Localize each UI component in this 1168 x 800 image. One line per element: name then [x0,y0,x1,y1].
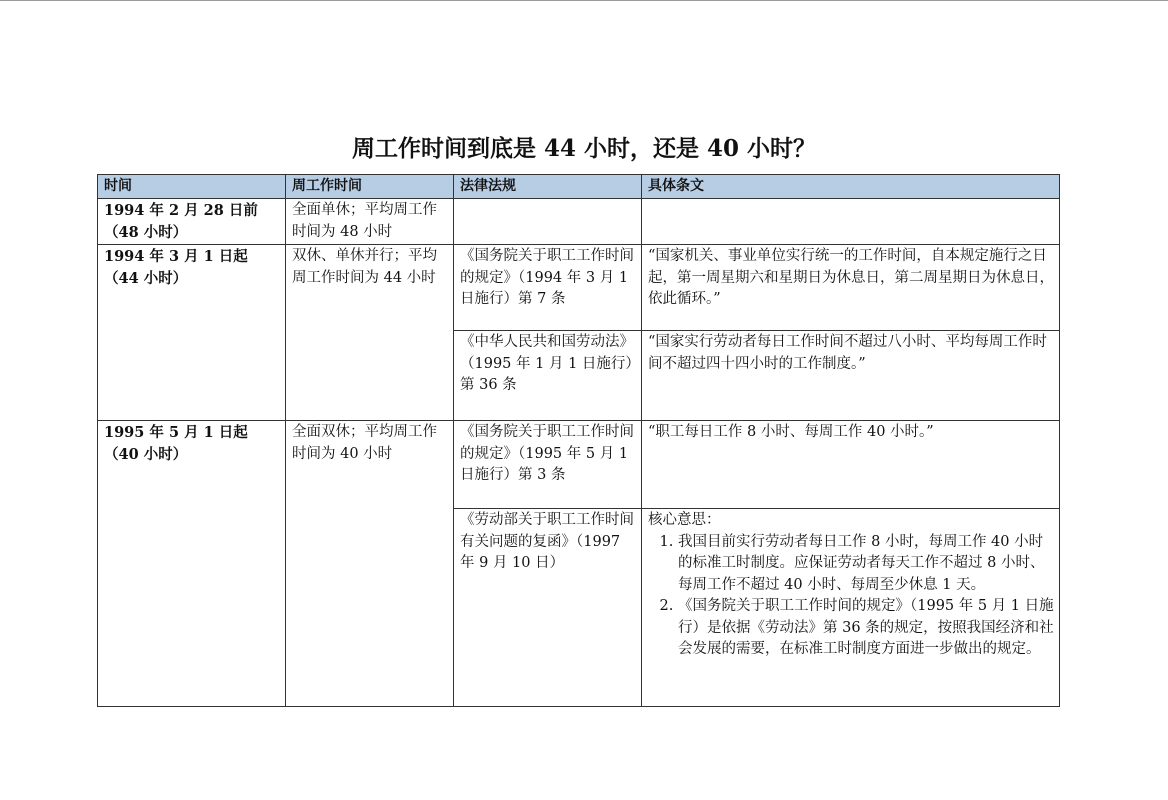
header-time: 时间 [98,175,286,199]
time-cell: 1994 年 3 月 1 日起 （44 小时） [98,245,286,421]
table-row [98,421,1060,509]
weekly-hours-cell: 全面单休；平均周工作时间为 48 小时 [286,199,454,245]
clause-cell: “职工每日工作 8 小时、每周工作 40 小时。” [642,421,1060,509]
table-header-row [98,175,1060,199]
page-title: 周工作时间到底是 44 小时，还是 40 小时？ [351,135,817,162]
law-cell: 《中华人民共和国劳动法》（1995 年 1 月 1 日施行）第 36 条 [454,331,642,421]
time-cell: 1995 年 5 月 1 日起 （40 小时） [98,421,286,707]
header-weekly-hours: 周工作时间 [286,175,454,199]
clause-cell: “国家机关、事业单位实行统一的工作时间，自本规定施行之日起，第一周星期六和星期日为休息日，第二周星期日为休息日，依此循环。” [642,245,1060,331]
clause-cell [642,199,1060,245]
law-cell [454,199,642,245]
law-cell: 《国务院关于职工工作时间的规定》（1994 年 3 月 1 日施行）第 7 条 [454,245,642,331]
time-cell: 1994 年 2 月 28 日前 （48 小时） [98,199,286,245]
table-row [98,199,1060,245]
list-item: 1. 我国目前实行劳动者每日工作 8 小时，每周工作 40 小时的标准工时制度。应保证劳动者每天工作不超过 8 小时、每周工作不超过 40 小时、每周至少休息 1 天。 [678,532,1054,597]
weekly-hours-cell: 全面双休；平均周工作时间为 40 小时 [286,421,454,707]
top-border-line [0,0,1168,1]
clause-points-list [648,532,1054,661]
header-law: 法律法规 [454,175,642,199]
header-clause: 具体条文 [642,175,1060,199]
clause-cell [642,509,1060,707]
clause-cell: “国家实行劳动者每日工作时间不超过八小时、平均每周工作时间不超过四十四小时的工作制度。” [642,331,1060,421]
list-item: 2. 《国务院关于职工工作时间的规定》（1995 年 5 月 1 日施行）是依据《劳动法》第 36 条的规定，按照我国经济和社会发展的需要，在标准工时制度方面进一步做出的规定。 [678,596,1054,661]
working-hours-table [97,174,1060,707]
law-cell: 《劳动部关于职工工作时间有关问题的复函》（1997 年 9 月 10 日） [454,509,642,707]
clause-intro: 核心意思： [648,512,721,528]
law-cell: 《国务院关于职工工作时间的规定》（1995 年 5 月 1 日施行）第 3 条 [454,421,642,509]
table-row [98,245,1060,331]
weekly-hours-cell: 双休、单休并行；平均周工作时间为 44 小时 [286,245,454,421]
